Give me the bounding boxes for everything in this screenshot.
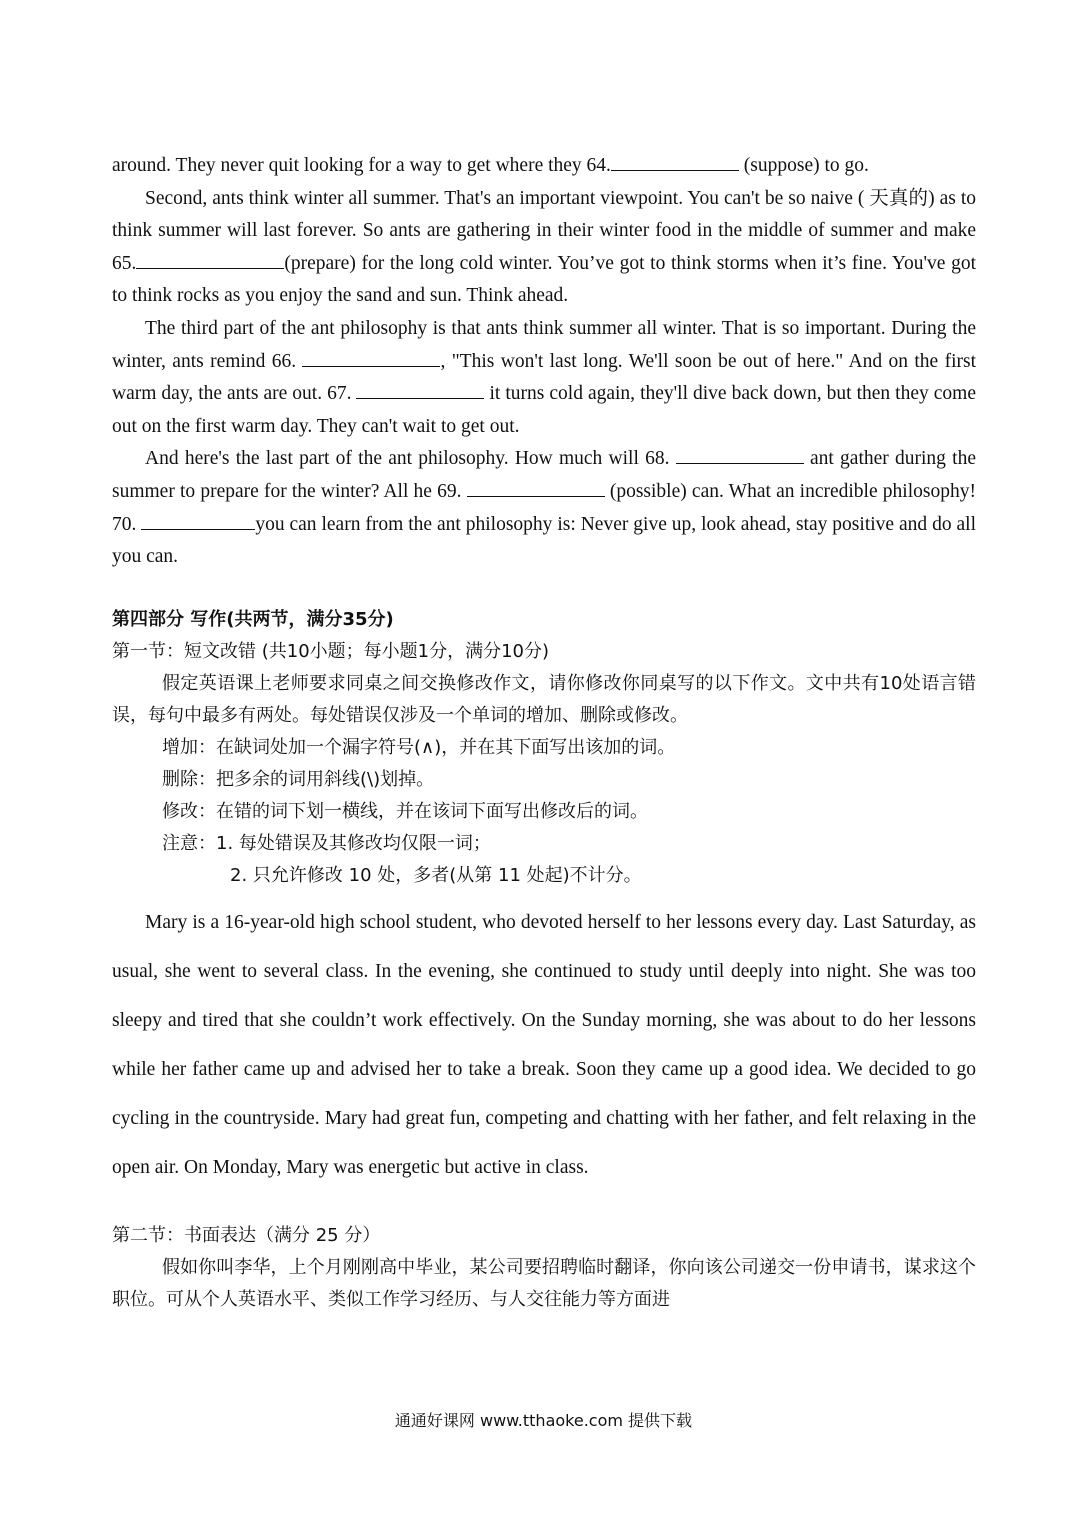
answer-blank-69[interactable] — [467, 478, 605, 497]
error-correction-passage: Mary is a 16-year-old high school student, who devoted herself to her lessons every day. Last Saturday, as usual, she went to several class. In the evening, she continued to study until deeply into night. She was too sleepy and tired that she couldn’t work effectively. On the Sunday morning, she was about to do her lessons while her father came up and advised her to take a break. Soon they came up a good idea. We decided to go cycling in the countryside. Mary had great fun, competing and chatting with her father, and felt relaxing in the open air. On Monday, Mary was energetic but active in class. — [112, 911, 976, 1178]
part-1-instructions: 假定英语课上老师要求同桌之间交换修改作文，请你修改你同桌写的以下作文。文中共有10处语言错误，每句中最多有两处。每处错误仅涉及一个单词的增加、删除或修改。 — [112, 672, 976, 726]
text-segment: (suppose) to go. — [738, 155, 869, 176]
answer-blank-67[interactable] — [356, 380, 484, 399]
text-segment: And here's the last part of the ant philosophy. How much will 68. — [145, 448, 676, 470]
document-page — [112, 150, 976, 1316]
modify-rule: 修改：在错的词下划一横线，并在该词下面写出修改后的词。 — [162, 800, 648, 822]
add-rule: 增加：在缺词处加一个漏字符号(∧)，并在其下面写出该加的词。 — [162, 736, 676, 758]
reading-paragraph-1 — [112, 150, 976, 183]
text-segment: ant gather during the summer to prepare for the winter? All he 69. — [112, 448, 977, 502]
text-segment: , "This won't last long. We'll soon be out of here." And on the first warm day, the ants are out. 67. — [112, 350, 976, 405]
part-2-text: 假如你叫李华，上个月刚刚高中毕业，某公司要招聘临时翻译，你向该公司递交一份申请书，谋求这个职位。可从个人英语水平、类似工作学习经历、与人交往能力等方面进 — [112, 1256, 976, 1310]
note-2: 2. 只允许修改 10 处，多者(从第 11 处起)不计分。 — [230, 864, 642, 886]
answer-blank-64[interactable] — [611, 152, 739, 171]
delete-rule: 删除：把多余的词用斜线(\)划掉。 — [162, 768, 435, 790]
text-segment: (prepare) for the long cold winter. You’ve got to think storms when it’s fine. You've got to think rocks as you enjoy the sand and sun. Think ahead. — [112, 252, 976, 307]
answer-blank-66[interactable] — [302, 348, 440, 367]
text-segment: (possible) can. What an incredible philosophy! 70. — [112, 480, 976, 535]
reading-paragraph-3 — [112, 313, 976, 443]
answer-blank-70[interactable] — [141, 511, 255, 530]
part-1-heading: 第一节：短文改错 (共10小题；每小题1分，满分10分) — [112, 640, 550, 662]
reading-paragraph-2 — [112, 183, 976, 313]
text-segment: you can learn from the ant philosophy is: Never give up, look ahead, stay positive and do all you can. — [112, 513, 977, 568]
answer-blank-68[interactable] — [676, 445, 804, 464]
answer-blank-65[interactable] — [136, 250, 284, 269]
text-segment: around. They never quit looking for a way to get where they 64. — [112, 155, 611, 176]
reading-paragraph-4 — [112, 443, 976, 573]
note-1: 注意：1. 每处错误及其修改均仅限一词； — [162, 832, 491, 854]
text-segment: Second, ants think winter all summer. That's an important viewpoint. You can't be so naive ( 天真的) as to think summer will last forever. So ants are gathering in their winter food in the middle of summer and make 65. — [112, 187, 976, 274]
section-4-title: 第四部分 写作(共两节，满分35分) — [112, 608, 394, 630]
text-segment: it turns cold again, they'll dive back down, but then they come out on the first warm day. They can't wait to get out. — [112, 383, 976, 437]
footer-credit: 通通好课网 www.tthaoke.com 提供下载 — [394, 1411, 693, 1430]
text-segment: The third part of the ant philosophy is that ants think summer all winter. That is so important. During the winter, ants remind 66. — [112, 317, 976, 372]
part-2-heading: 第二节：书面表达（满分 25 分） — [112, 1224, 381, 1246]
